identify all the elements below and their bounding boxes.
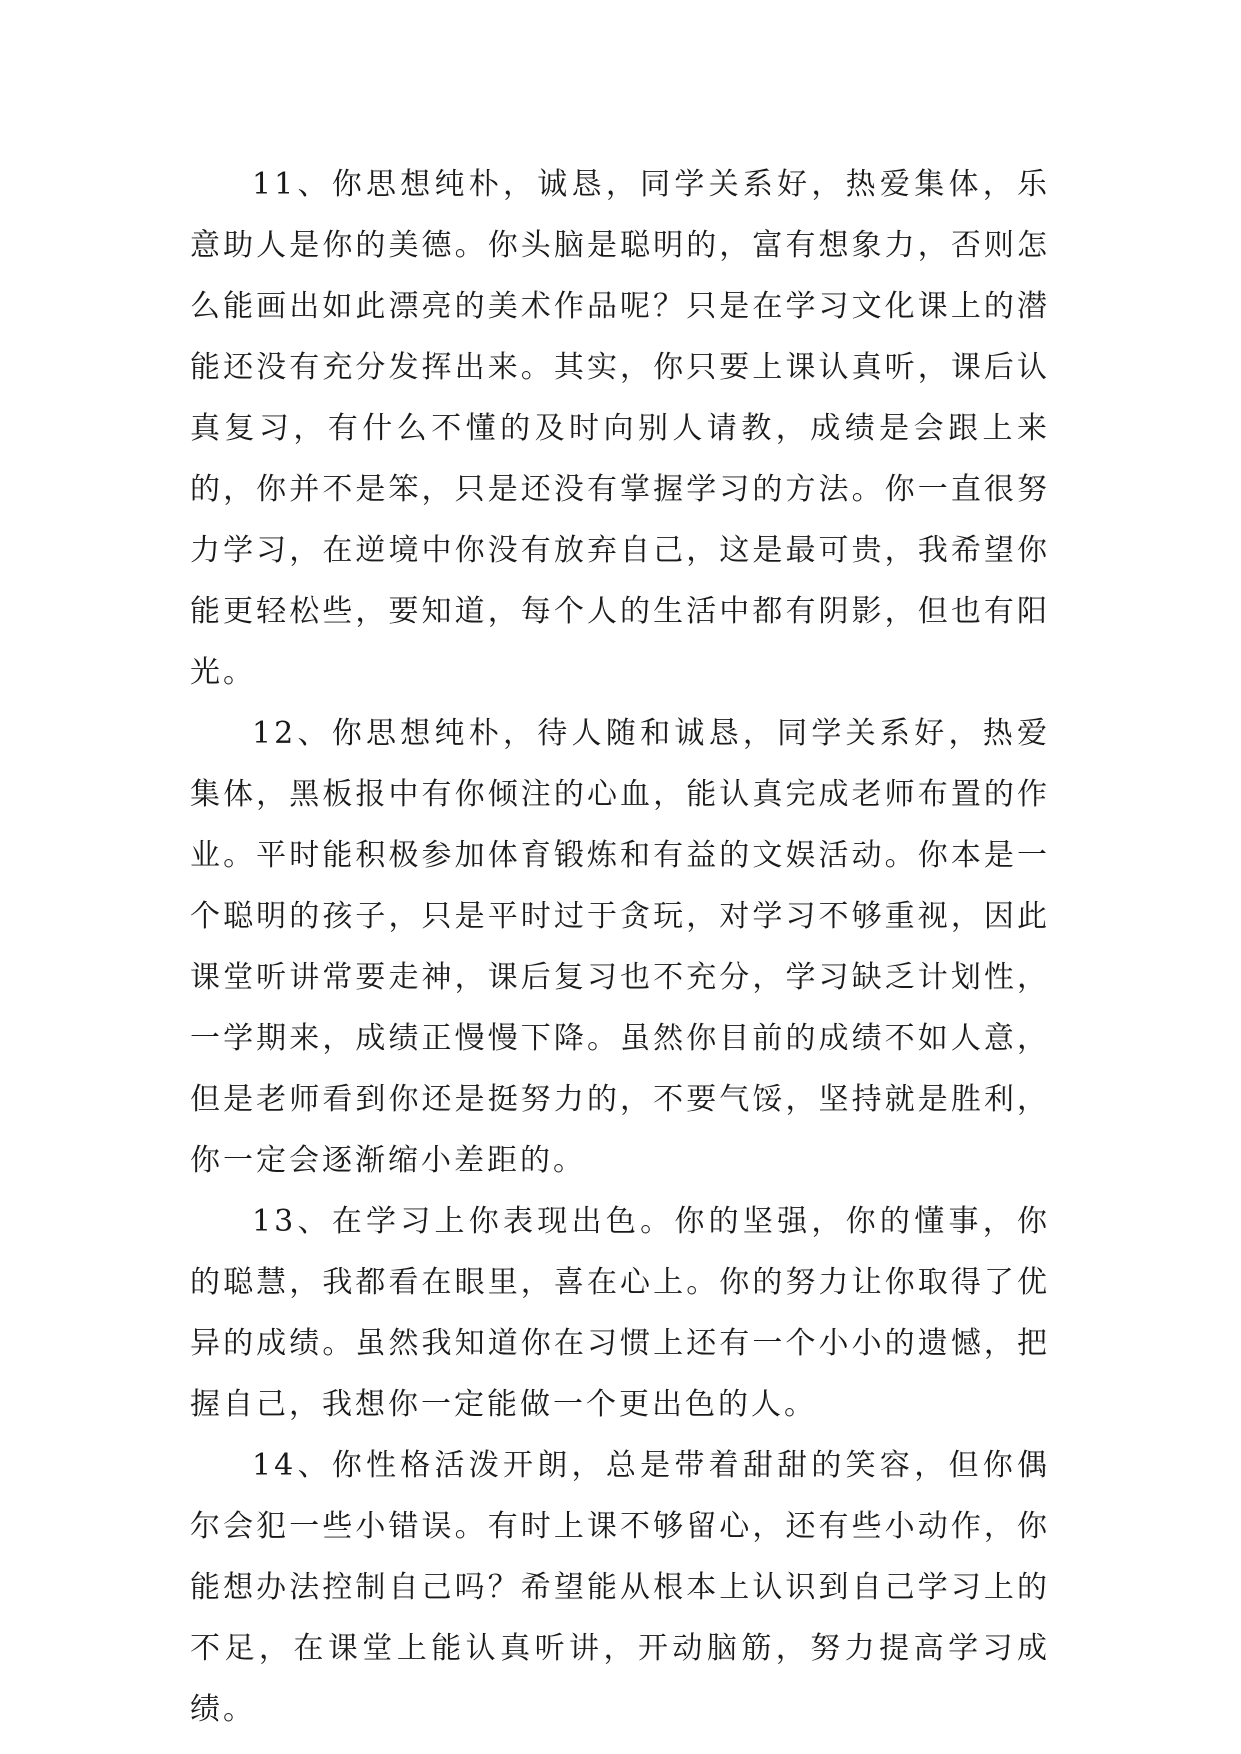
paragraph-13: 13、在学习上你表现出色。你的坚强，你的懂事，你的聪慧，我都看在眼里，喜在心上。你的努力让你取得了优异的成绩。虽然我知道你在习惯上还有一个小小的遗憾，把握自己，我想你一定能做一个更出色的人。 bbox=[190, 1204, 1050, 1422]
document-body bbox=[190, 154, 1050, 1740]
paragraph-11: 11、你思想纯朴，诚恳，同学关系好，热爱集体，乐意助人是你的美德。你头脑是聪明的，富有想象力，否则怎么能画出如此漂亮的美术作品呢？只是在学习文化课上的潜能还没有充分发挥出来。其实，你只要上课认真听，课后认真复习，有什么不懂的及时向别人请教，成绩是会跟上来的，你并不是笨，只是还没有掌握学习的方法。你一直很努力学习，在逆境中你没有放弃自己，这是最可贵，我希望你能更轻松些，要知道，每个人的生活中都有阴影，但也有阳光。 bbox=[190, 167, 1050, 690]
paragraph-12: 12、你思想纯朴，待人随和诚恳，同学关系好，热爱集体，黑板报中有你倾注的心血，能认真完成老师布置的作业。平时能积极参加体育锻炼和有益的文娱活动。你本是一个聪明的孩子，只是平时过于贪玩，对学习不够重视，因此课堂听讲常要走神，课后复习也不充分，学习缺乏计划性，一学期来，成绩正慢慢下降。虽然你目前的成绩不如人意，但是老师看到你还是挺努力的，不要气馁，坚持就是胜利，你一定会逐渐缩小差距的。 bbox=[190, 716, 1050, 1178]
paragraph-14: 14、你性格活泼开朗，总是带着甜甜的笑容，但你偶尔会犯一些小错误。有时上课不够留心，还有些小动作，你能想办法控制自己吗？希望能从根本上认识到自己学习上的不足，在课堂上能认真听讲，开动脑筋，努力提高学习成绩。 bbox=[190, 1448, 1050, 1727]
